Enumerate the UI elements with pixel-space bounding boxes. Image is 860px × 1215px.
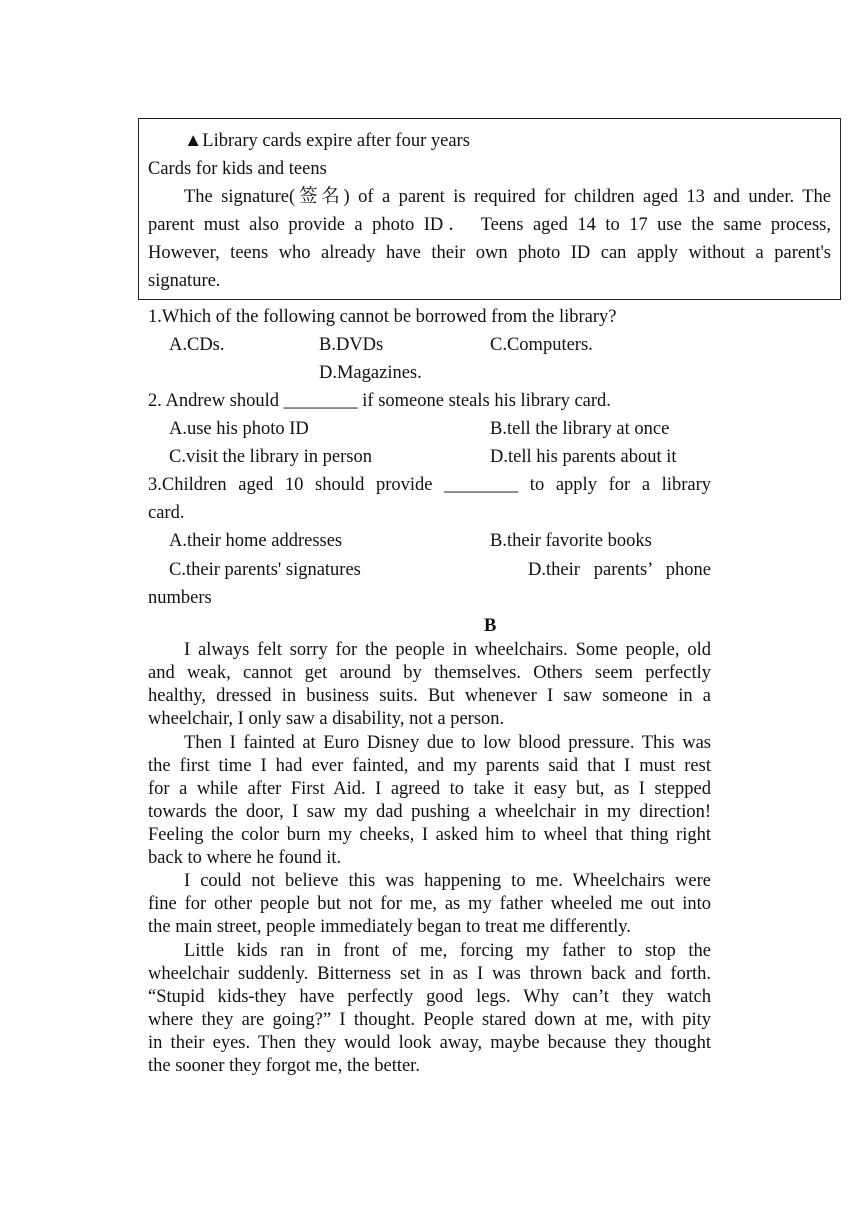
question-3-stem: 3.Children aged 10 should provide ________ to apply for a library	[148, 475, 711, 495]
question-2-option-c: C.visit the library in person	[169, 447, 372, 467]
passage-line: Then I fainted at Euro Disney due to low blood pressure. This was	[184, 733, 711, 753]
question-2-option-d: D.tell his parents about it	[490, 447, 677, 467]
passage-line: and weak, cannot get around by themselves. Others seem perfectly	[148, 663, 711, 683]
passage-line: for a while after First Aid. I agreed to take it easy but, as I stepped	[148, 779, 711, 799]
passage-line: I always felt sorry for the people in wheelchairs. Some people, old	[184, 640, 711, 660]
passage-line: the sooner they forgot me, the better.	[148, 1056, 420, 1076]
passage-line: fine for other people but not for me, as my father wheeled me out into	[148, 894, 711, 914]
passage-line: in their eyes. Then they would look away, maybe because they thought	[148, 1033, 711, 1053]
question-2-stem: 2. Andrew should ________ if someone steals his library card.	[148, 391, 611, 411]
question-1-option-c: C.Computers.	[490, 335, 593, 355]
question-1-option-a: A.CDs.	[169, 335, 225, 355]
question-1-option-d: D.Magazines.	[319, 363, 422, 383]
question-3-stem-cont: card.	[148, 503, 185, 523]
notice-line: However, teens who already have their own photo ID can apply without a parent's	[148, 243, 831, 263]
question-1-stem: 1.Which of the following cannot be borrowed from the library?	[148, 307, 617, 327]
notice-line: parent must also provide a photo ID． Teens aged 14 to 17 use the same process,	[148, 215, 831, 235]
notice-line: signature.	[148, 271, 221, 291]
passage-line: where they are going?” I thought. People stared down at me, with pity	[148, 1010, 711, 1030]
passage-line: Little kids ran in front of me, forcing my father to stop the	[184, 941, 711, 961]
passage-line: healthy, dressed in business suits. But whenever I saw someone in a	[148, 686, 711, 706]
question-3-option-c: C.their parents' signatures	[169, 560, 361, 580]
notice-heading: ▲Library cards expire after four years	[184, 131, 470, 151]
passage-line: I could not believe this was happening to me. Wheelchairs were	[184, 871, 711, 891]
passage-line: the main street, people immediately began to treat me differently.	[148, 917, 631, 937]
question-1-option-b: B.DVDs	[319, 335, 384, 355]
passage-line: wheelchair, I only saw a disability, not a person.	[148, 709, 505, 729]
passage-line: back to where he found it.	[148, 848, 342, 868]
passage-line: wheelchair suddenly. Bitterness set in as I was thrown back and forth.	[148, 964, 711, 984]
section-b-title: B	[484, 616, 497, 636]
question-3-option-a: A.their home addresses	[169, 531, 343, 551]
passage-line: towards the door, I saw my dad pushing a wheelchair in my direction!	[148, 802, 711, 822]
passage-line: the first time I had ever fainted, and my parents said that I must rest	[148, 756, 711, 776]
question-2-option-a: A.use his photo ID	[169, 419, 309, 439]
passage-line: Feeling the color burn my cheeks, I asked him to wheel that thing right	[148, 825, 711, 845]
question-3-option-b: B.their favorite books	[490, 531, 652, 551]
question-2-option-b: B.tell the library at once	[490, 419, 670, 439]
notice-subheading: Cards for kids and teens	[148, 159, 327, 179]
question-3-option-d-cont: numbers	[148, 588, 212, 608]
question-3-option-d: D.their parents’ phone	[528, 560, 711, 580]
passage-line: “Stupid kids-they have perfectly good legs. Why can’t they watch	[148, 987, 711, 1007]
notice-line: The signature(签名) of a parent is required for children aged 13 and under. The	[184, 187, 831, 207]
